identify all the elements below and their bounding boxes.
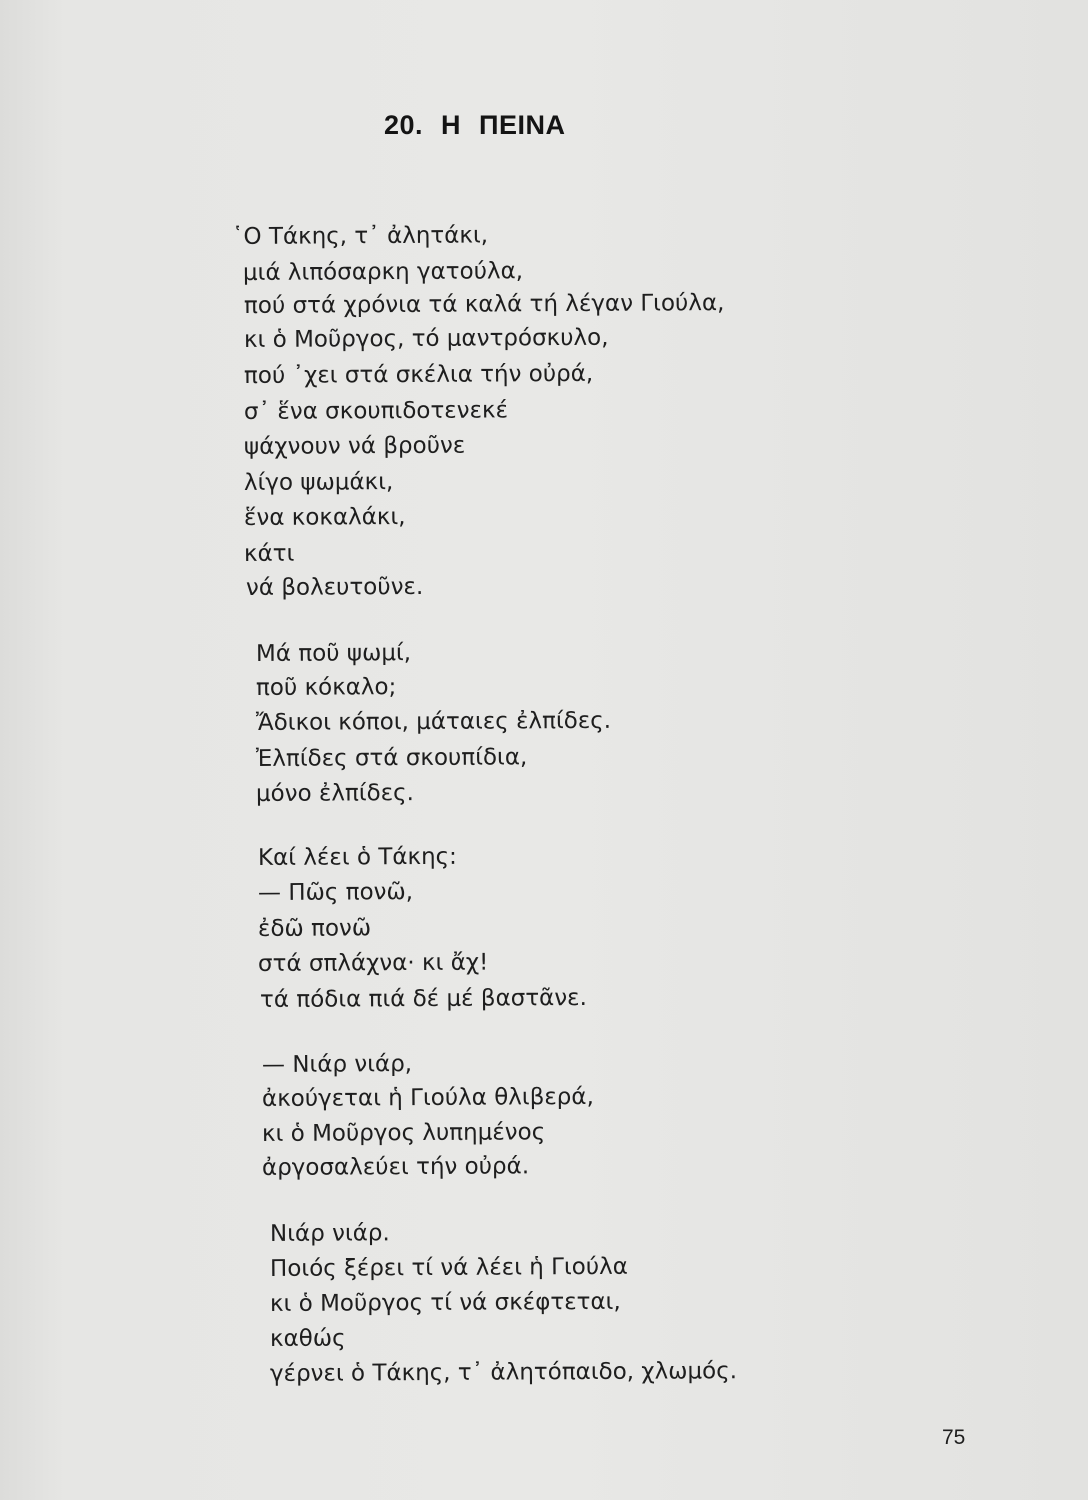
poem-line: Ἄδικοι κόποι, μάταιες ἐλπίδες. xyxy=(255,707,612,736)
poem-line: κι ὁ Μοῦργος, τό μαντρόσκυλο, xyxy=(243,324,609,353)
poem-line: Ἐλπίδες στά σκουπίδια, xyxy=(255,744,528,772)
poem-line: ἀκούγεται ἡ Γιούλα θλιβερά, xyxy=(261,1083,594,1112)
poem-line: πού ᾽χει στά σκέλια τήν οὐρά, xyxy=(243,360,594,389)
poem-line: ἀργοσαλεύει τήν οὐρά. xyxy=(261,1153,530,1181)
poem-line: λίγο ψωμάκι, xyxy=(243,469,394,496)
poem-line: Ποιός ξέρει τί νά λέει ἡ Γιούλα xyxy=(269,1253,628,1282)
poem-line: πού στά χρόνια τά καλά τή λέγαν Γιούλα, xyxy=(243,290,725,319)
poem-line: κάτι xyxy=(243,540,295,567)
poem-line: ἕνα κοκαλάκι, xyxy=(243,504,406,531)
poem-line: κι ὁ Μοῦργος τί νά σκέφτεται, xyxy=(269,1288,621,1317)
poem-line: νά βολευτοῦνε. xyxy=(245,573,424,601)
poem-line: γέρνει ὁ Τάκης, τ᾿ ἀλητόπαιδο, χλωμός. xyxy=(269,1358,738,1387)
poem-line: ῾Ο Τάκης, τ᾿ ἀλητάκι, xyxy=(231,222,489,250)
poem-title: 20. Η ΠΕΙΝΑ xyxy=(384,110,566,140)
poem-line: ποῦ κόκαλο; xyxy=(255,674,397,701)
poem-line: μιά λιπόσαρκη γατούλα, xyxy=(242,258,524,286)
poem-line: — Νιάρ νιάρ, xyxy=(261,1051,413,1078)
page-number: 75 xyxy=(942,1426,966,1449)
poem-line: καθώς xyxy=(269,1325,346,1352)
poem-line: σ᾿ ἕνα σκουπιδοτενεκέ xyxy=(243,397,509,425)
poem-line: — Πῶς πονῶ, xyxy=(257,879,414,906)
poem-line: Μά ποῦ ψωμί, xyxy=(255,640,412,667)
poem-line: Καί λέει ὁ Τάκης: xyxy=(257,843,457,871)
poem-line: Νιάρ νιάρ. xyxy=(269,1220,390,1247)
poem-line: κι ὁ Μοῦργος λυπημένος xyxy=(261,1119,546,1147)
poem-line: ψάχνουν νά βροῦνε xyxy=(243,432,466,460)
poem-line: στά σπλάχνα· κι ἄχ! xyxy=(257,949,489,977)
poem-line: μόνο ἐλπίδες. xyxy=(255,780,415,807)
poem-line: ἐδῶ πονῶ xyxy=(257,915,372,942)
poem-line: τά πόδια πιά δέ μέ βαστᾶνε. xyxy=(259,985,587,1013)
